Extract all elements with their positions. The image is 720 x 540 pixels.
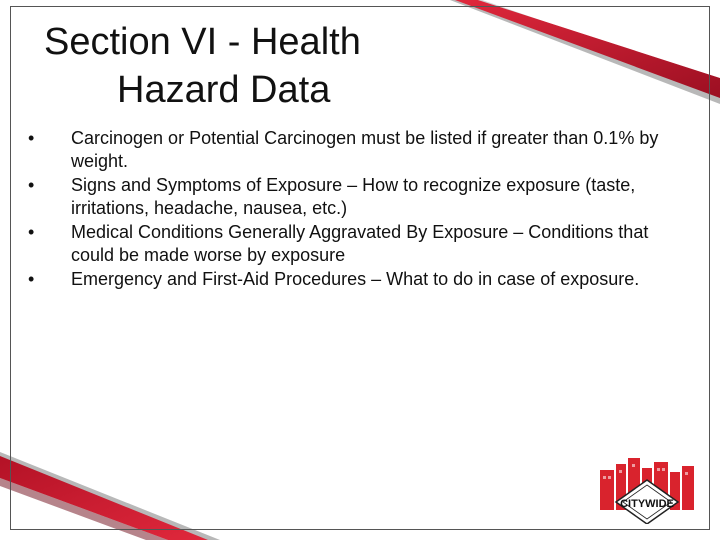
- bullet-text: Signs and Symptoms of Exposure – How to recognize exposure (taste, irritations, headache, nausea, etc.): [71, 175, 636, 218]
- bullet-item: [28, 221, 688, 267]
- bullet-marker: •: [28, 269, 35, 289]
- title-line-2: Hazard Data: [117, 69, 331, 111]
- slide-title: [44, 18, 464, 114]
- logo-text: CITYWIDE: [620, 498, 674, 510]
- citywide-logo-icon: [598, 458, 696, 524]
- bullet-item: [28, 268, 688, 291]
- bullet-marker: •: [28, 175, 35, 195]
- title-line-1: Section VI - Health: [44, 21, 361, 63]
- bullet-text: Emergency and First-Aid Procedures – What to do in case of exposure.: [71, 269, 640, 289]
- bullet-text: Medical Conditions Generally Aggravated By Exposure – Conditions that could be made worse by exposure: [71, 222, 649, 265]
- bullet-item: [28, 174, 688, 220]
- bullet-list: [28, 127, 688, 292]
- bullet-marker: •: [28, 222, 35, 242]
- bullet-text: Carcinogen or Potential Carcinogen must be listed if greater than 0.1% by weight.: [71, 128, 659, 171]
- bullet-marker: •: [28, 128, 35, 148]
- bullet-item: [28, 127, 688, 173]
